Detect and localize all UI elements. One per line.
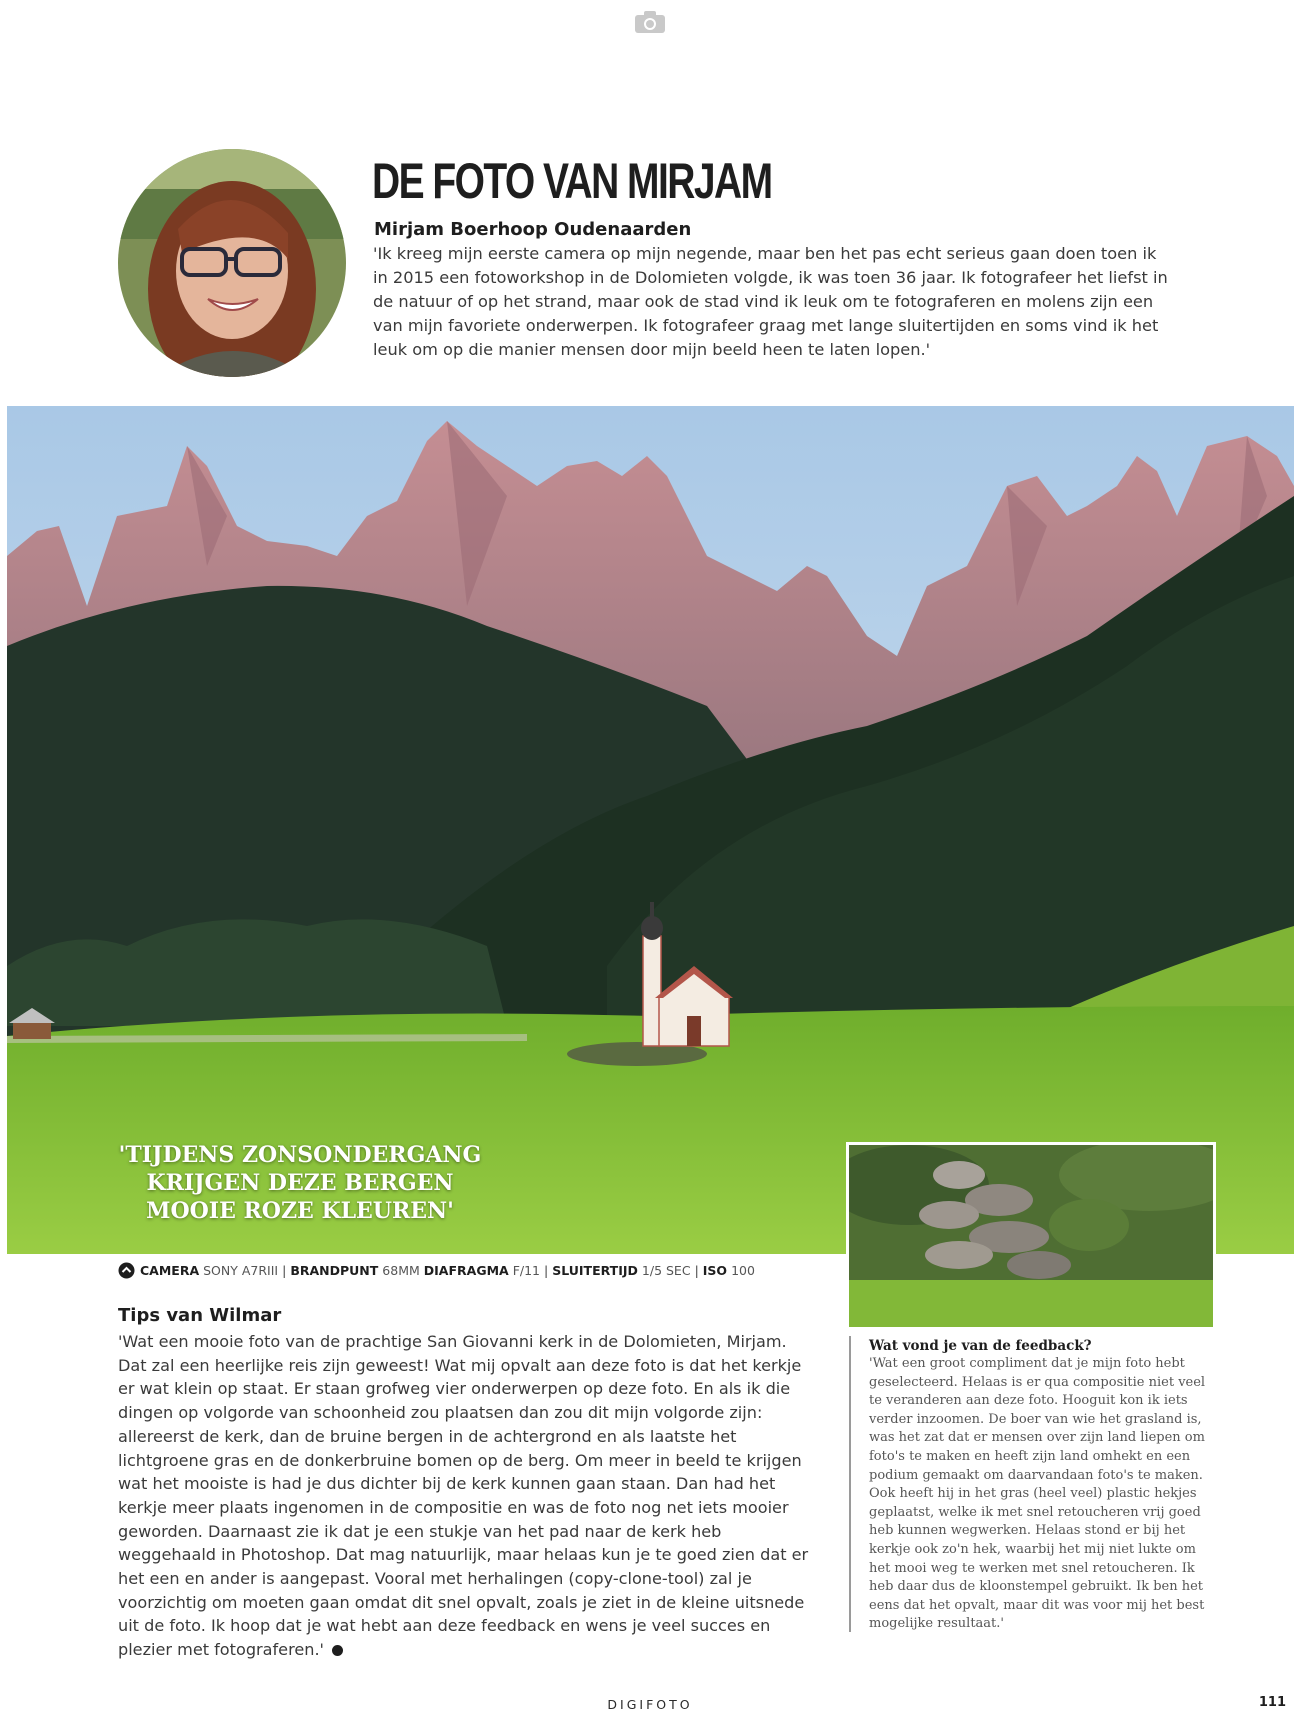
exif-line [118,1262,759,1279]
aperture-icon [118,1262,135,1279]
exif-label-camera: CAMERA [140,1263,200,1278]
exif-label-shutter: SLUITERTIJD [552,1263,638,1278]
sidebar-rule [849,1336,851,1632]
photographer-name: Mirjam Boerhoop Oudenaarden [374,219,692,240]
camera-icon [634,10,666,34]
exif-value-focal-length: 68MM [382,1263,420,1278]
exif-value-camera: SONY A7RIII [203,1263,279,1278]
exif-label-aperture: DIAFRAGMA [423,1263,509,1278]
end-mark-icon [332,1645,343,1656]
page-title: DE FOTO VAN MIRJAM [372,153,772,209]
exif-value-iso: 100 [731,1263,755,1278]
intro-text: 'Ik kreeg mijn eerste camera op mijn negende, maar ben het pas echt serieus gaan doen toen ik in 2015 een fotoworkshop in de Dolomieten volgde, ik was toen 36 jaar. Ik fotografeer het liefst in de natuur of op het strand, maar ook de stad vind ik leuk om te fotograferen en molens zijn een van mijn favoriete onderwerpen. Ik fotografeer graag met lange sluitertijden en soms vind ik het leuk om op die manier mensen door mijn beeld heen te laten lopen.' [373,244,1168,359]
feedback-heading: Wat vond je van de feedback? [869,1338,1092,1354]
exif-value-shutter: 1/5 SEC [641,1263,691,1278]
exif-value-aperture: F/11 [512,1263,541,1278]
exif-label-focal-length: BRANDPUNT [290,1263,379,1278]
photographer-portrait [118,149,346,377]
exif-separator: | [544,1263,549,1278]
magazine-name: DIGIFOTO [607,1697,693,1712]
pull-quote: 'TIJDENS ZONSONDERGANG KRIJGEN DEZE BERGEN MOOIE ROZE KLEUREN' [118,1142,482,1224]
tips-heading: Tips van Wilmar [118,1305,282,1326]
feedback-body: 'Wat een groot compliment dat je mijn foto hebt geselecteerd. Helaas is er qua compositie niet veel te veranderen aan deze foto. Hooguit kon ik iets verder inzoomen. De boer van wie het grasland is, was het zat dat er mensen over zijn land liepen om foto's te maken en heeft zijn land omhekt en een podium gemaakt om daarvandaan foto's te maken. Ook heeft hij in het gras (heel veel) plastic hekjes geplaatst, welke ik met snel retoucheren vrij goed heb kunnen wegwerken. Helaas stond er bij het kerkje ook zo'n hek, waarbij het mij niet lukte om het mooi weg te werken met snel retoucheren. Ik heb daar dus de kloonstempel gebruikt. Ik ben het eens dat het opvalt, maar dit was voor mij het best mogelijke resultaat.' [869,1356,1206,1632]
hero-photo [7,406,1294,1254]
inset-crop-photo [846,1142,1216,1330]
page-number: 111 [1258,1695,1286,1710]
exif-separator: | [282,1263,287,1278]
tips-body [118,1330,818,1662]
exif-separator: | [694,1263,699,1278]
tips-body-text: 'Wat een mooie foto van de prachtige San Giovanni kerk in de Dolomieten, Mirjam. Dat zal een heerlijke reis zijn geweest! Wat mij opvalt aan deze foto is dat het kerkje er wat klein op staat. Er staan grofweg vier onderwerpen op deze foto. En als ik die dingen op volgorde van schoonheid zou plaatsen dan zou dit mijn volgorde zijn: allereerst de kerk, dan de bruine bergen in de achtergrond en als laatste het lichtgroene gras en de donkerbruine bomen op de berg. Om meer in beeld te krijgen wat het mooiste is had je dus dichter bij de kerk kunnen gaan staan. Dan had het kerkje meer plaats ingenomen in de compositie en was de foto nog net iets mooier geworden. Daarnaast zie ik dat je een stukje van het pad naar de kerk heb weggehaald in Photoshop. Dat mag natuurlijk, maar helaas kun je te goed zien dat er het een en ander is aangepast. Vooral met herhalingen (copy-clone-tool) zal je voorzichtig om moeten gaan omdat dit snel opvalt, zoals je ziet in de kleine uitsnede uit de foto. Ik hoop dat je wat hebt aan deze feedback en wens je veel succes en plezier met fotograferen.' [118,1332,809,1660]
exif-label-iso: ISO [702,1263,728,1278]
